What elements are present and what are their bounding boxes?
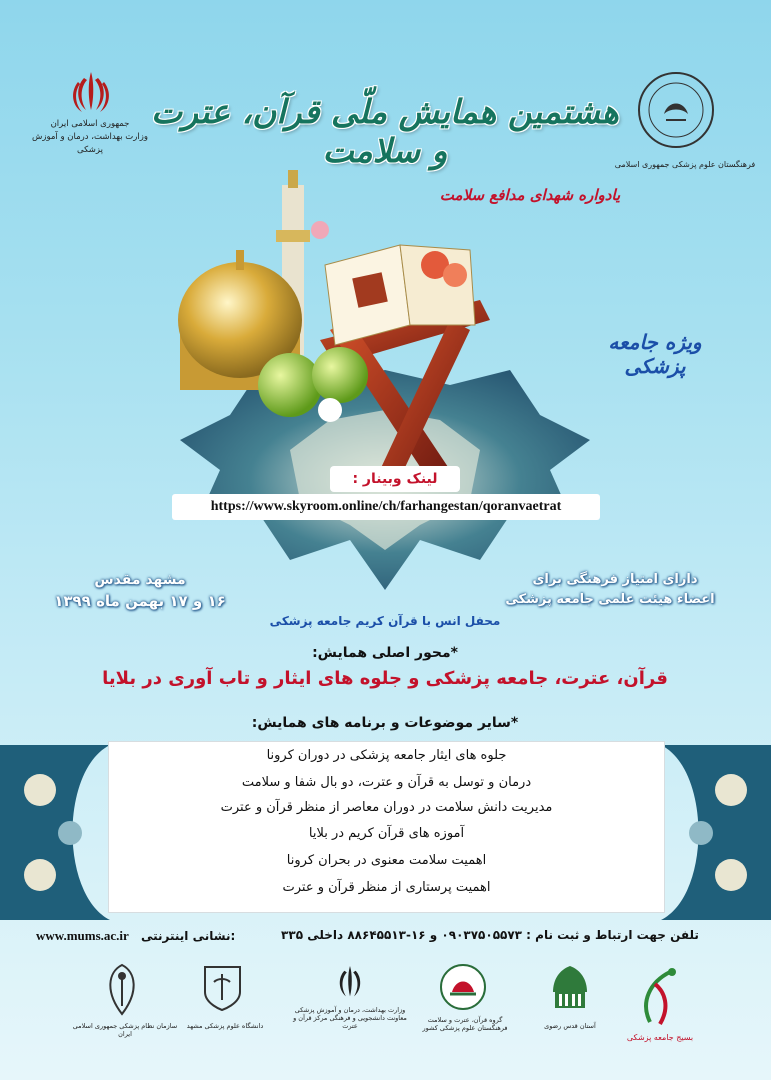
topic-item: درمان و توسل به قرآن و عترت، دو بال شفا و سلامت: [241, 775, 532, 790]
webinar-url-link[interactable]: https://www.skyroom.online/ch/farhangestan/qoranvaetrat: [172, 494, 600, 520]
ministry-caption-line2: وزارت بهداشت، درمان و آموزش پزشکی: [32, 132, 148, 155]
event-venue: محفل انس با قرآن کریم جامعه پزشکی: [269, 614, 501, 628]
topic-item: آموزه های قرآن کریم در بلایا: [308, 826, 465, 841]
quran-health-group-logo-icon: [438, 962, 488, 1012]
conference-subtitle: یادواره شهدای مدافع سلامت: [439, 186, 621, 204]
topic-item: اهمیت پرستاری از منظر قرآن و عترت: [282, 880, 491, 895]
topic-item: مدیریت دانش سلامت در دوران معاصر از منظر قرآن و عترت: [220, 800, 553, 815]
other-topics-heading: *سایر موضوعات و برنامه های همایش:: [251, 715, 519, 731]
academy-caption: فرهنگستان علوم پزشکی جمهوری اسلامی: [614, 160, 756, 169]
academy-seal-icon: [636, 70, 716, 150]
event-dates: ۱۶ و ۱۷ بهمن ماه ۱۳۹۹: [54, 592, 226, 610]
main-axis-heading: *محور اصلی همایش:: [312, 645, 458, 661]
shrine-quran-illustration: [150, 170, 620, 600]
cultural-credit-line1: دارای امتیاز فرهنگی برای: [532, 572, 698, 587]
website-label: نشانی اینترنتی:: [140, 929, 236, 943]
logo-caption: گروه قرآن، عترت و سلامت فرهنگستان علوم پزشکی کشور: [422, 1016, 508, 1032]
logo-caption: آستان قدس رضوی: [544, 1022, 596, 1030]
logo-caption: وزارت بهداشت، درمان و آموزش پزشکی معاونت دانشجویی و فرهنگی مرکز قرآن و عترت: [293, 1006, 407, 1030]
ministry-caption: [20, 118, 160, 157]
medical-community-label: ویژه جامعه پزشکی: [608, 330, 702, 378]
basij-medical-logo-icon: [630, 962, 690, 1032]
iran-emblem-icon: [66, 68, 116, 116]
tile-ornament-left: [0, 745, 110, 920]
conference-title: هشتمین همایش ملّی قرآن، عترت و سلامت: [151, 92, 619, 170]
ministry-caption-line1: جمهوری اسلامی ایران: [50, 119, 130, 129]
mums-logo-icon: [200, 962, 245, 1012]
cultural-credit-line2: اعضاء هیئت علمی جامعه پزشکی: [505, 592, 715, 607]
logo-caption: سازمان نظام پزشکی جمهوری اسلامی ایران: [72, 1022, 178, 1038]
ministry-logo-icon: [330, 962, 370, 1002]
contact-phone: تلفن جهت ارتباط و ثبت نام : ۰۹۰۳۷۵۰۵۵۷۳ و ۱۶-۸۸۶۴۵۵۱۳ داخلی ۳۳۵: [281, 928, 699, 942]
logo-caption: بسیج جامعه پزشکی: [626, 1033, 694, 1042]
topic-item: اهمیت سلامت معنوی در بحران کرونا: [286, 853, 487, 868]
main-axis-text: قرآن، عترت، جامعه پزشکی و جلوه های ایثار و تاب آوری در بلایا: [102, 668, 668, 689]
tile-ornament-right: [661, 745, 771, 920]
event-city: مشهد مقدس: [94, 572, 186, 588]
website-info: [36, 928, 286, 944]
website-url[interactable]: www.mums.ac.ir: [36, 928, 129, 943]
webinar-link-label: لینک وبینار :: [330, 466, 460, 492]
topic-item: جلوه های ایثار جامعه پزشکی در دوران کرونا: [266, 748, 507, 763]
astan-quds-logo-icon: [545, 962, 595, 1014]
logo-caption: دانشگاه علوم پزشکی مشهد: [186, 1022, 264, 1030]
topics-list: [108, 741, 665, 913]
medical-council-logo-icon: [100, 962, 145, 1017]
